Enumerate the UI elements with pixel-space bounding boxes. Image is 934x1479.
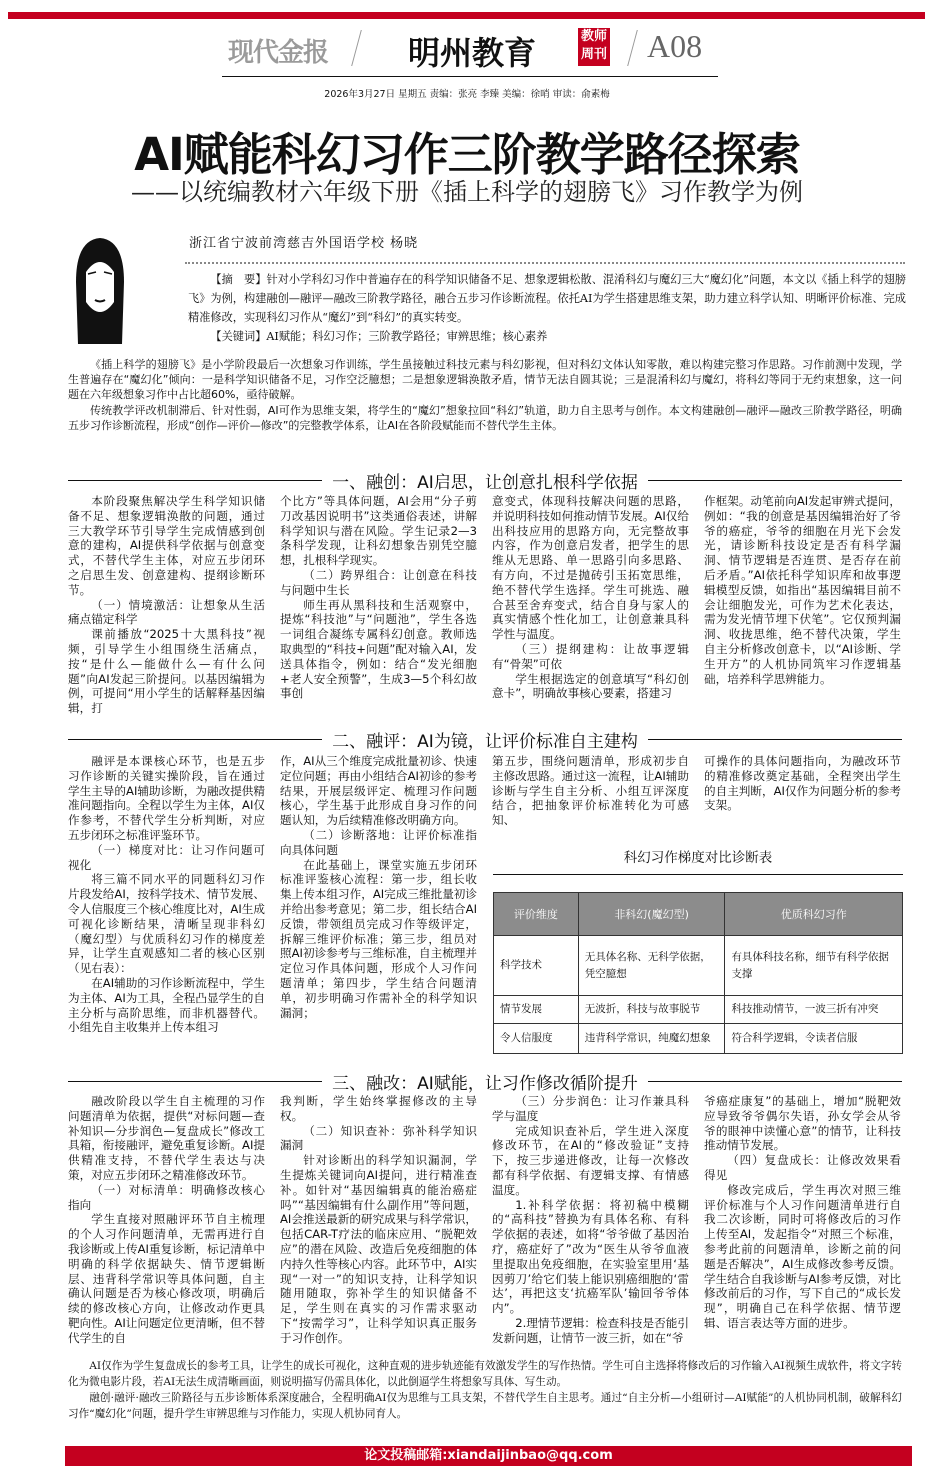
- section-heading: [68, 727, 902, 751]
- table-cell: 令人信服度: [494, 1024, 579, 1054]
- heading-rule: [648, 1081, 902, 1082]
- section-heading-text: 一、融创：AI启思，让创意扎根科学依据: [332, 472, 638, 493]
- table-cell: 符合科学逻辑，令读者信服: [725, 1024, 903, 1054]
- paragraph: 作框架。动笔前向AI发起审辨式提问，例如：“我的创意是基因编辑治好了爷爷的癌症，爷爷的细胞在月光下会发光，请诊断科技设定是否有科学漏洞、情节逻辑是否连贯、是否存在前后矛盾。”AI依托科学知识库和故事逻辑模型反馈，如指出“基因编辑目前不会让细胞发光，可作为艺术化表达，需为发光情节埋下伏笔”。它仅预判漏洞、收拢思维，绝不替代决策，学生自主分析修改创意卡，以“AI诊断、学生开方”的人机协同筑牢习作逻辑基础，培养科学思辨能力。: [704, 494, 901, 686]
- paragraph: 在此基础上，课堂实施五步闭环标准评鉴核心流程：第一步，组长收集上传本组习作，AI完成三维批量初诊并给出参考意见；第二步，组长结合AI反馈，带领组员完成习作等级评定，拆解三维评价标准；第三步，组员对照AI初诊参考与三维标准，自主梳理并定位习作具体问题，形成个人习作问题清单；第四步，学生结合问题清单，初步明确习作需补全的科学知识漏洞；: [280, 857, 477, 1020]
- subheading: （二）知识查补：弥补科学知识漏洞: [280, 1123, 477, 1153]
- paragraph: 意变式，体现科技解决问题的思路，并说明科技如何推动情节发展。AI仅给出科技应用的思路方向，无完整故事内容，作为创意启发者，把学生的思维从无思路、单一思路引向多思路、有方向，不过是抛砖引玉拓宽思维，绝不替代学生选择。学生可挑选、融合甚至舍弃变式，结合自身与家人的真实情感个性化加工，让创意兼具科学性与温度。: [492, 494, 689, 642]
- paragraph: 学生直接对照融评环节自主梳理的个人习作问题清单，无需再进行自我诊断或上传AI重复诊断，标记清单中明确的科学依据缺失、情节逻辑断层、违背科学常识等具体问题，自主确认问题是否为核心修改项，明确后续的修改核心方向，让修改动作更具靶向性。AI让问题定位更清晰，但不替代学生的自: [68, 1212, 265, 1345]
- abstract-text: 【摘 要】针对小学科幻习作中普遍存在的科学知识储备不足、想象逻辑松散、混淆科幻与魔幻三大“魔幻化”问题，本文以《插上科学的翅膀飞》为例，构建融创—融评—融改三阶教学路径，融合五步习作诊断流程。依托AI为学生搭建思维支架，助力建立科学认知、明晰评价标准、完成精准修改，实现科幻习作从“魔幻”到“科幻”的真实转变。: [188, 273, 906, 324]
- paragraph: 修改完成后，学生再次对照三维评价标准与个人习作问题清单进行自我二次诊断，同时可将修改后的习作上传至AI，发起指令“对照三个标准，参考此前的问题清单，诊断之前的问题是否解决”，AI生成修改参考反馈。学生结合自我诊断与AI参考反馈，对比修改前后的习作，写下自己的“成长发现”，明确自己在科学依据、情节逻辑、语言表达等方面的进步。: [704, 1182, 901, 1330]
- text-column: [68, 754, 265, 1035]
- table-row: [494, 936, 903, 996]
- section-heading-text: 二、融评：AI为镜，让评价标准自主建构: [332, 731, 638, 752]
- table-header-cell: 优质科幻习作: [725, 893, 903, 936]
- text-column: [68, 494, 265, 716]
- diagnosis-table-block: [493, 846, 903, 1054]
- keywords: 【关键词】AI赋能；科幻习作；三阶教学路径；审辨思维；核心素养: [210, 330, 548, 343]
- table-header-cell: 非科幻(魔幻型): [578, 893, 725, 936]
- subheading: （二）跨界组合：让创意在科技与问题中生长: [280, 567, 477, 597]
- masthead-rule: [222, 76, 718, 77]
- paragraph: 2.理情节逻辑：检查科技是否能引发新问题，让情节一波三折，如在“爷: [492, 1315, 689, 1345]
- paragraph: 我判断，学生始终掌握修改的主导权。: [280, 1094, 477, 1123]
- paragraph: 第五步，围绕问题清单，形成初步自主修改思路。通过这一流程，让AI辅助诊断与学生自主分析、小组互评深度结合，把抽象评价标准转化为可感知、: [492, 754, 689, 828]
- dateline: 2026年3月27日 星期五 责编：张亮 李臻 美编：徐哨 审读：俞素梅: [324, 89, 610, 100]
- weekly-badge: [578, 28, 610, 66]
- table-cell: 违背科学常识，纯魔幻想象: [578, 1024, 725, 1054]
- paragraph: 课前播放“2025十大黑科技”视频，引导学生小组围绕生活痛点，按“是什么—能做什么—有什么问题”向AI发起三阶提问。以基因编辑为例，可提问“用小学生的话解释基因编辑，打: [68, 627, 265, 716]
- top-red-bar: [8, 12, 925, 19]
- text-column: [280, 494, 477, 716]
- text-column: [280, 1094, 477, 1346]
- conclusion-paragraph: 融创·融评·融改三阶路径与五步诊断体系深度融合，全程明确AI仅为思维与工具支架，不替代学生自主思考。通过“自主分析—小组研讨—AI赋能”的人机协同机制，破解科幻习作“魔幻化”问题，提升学生审辨思维与习作能力，实现人机协同育人。: [68, 1392, 902, 1420]
- table-cell: 无具体名称、无科学依据，凭空臆想: [578, 936, 725, 996]
- paragraph: 1.补科学依据：将初稿中模糊的“高科技”替换为有具体名称、有科学依据的表述，如将“爷爷做了基因治疗，癌症好了”改为“医生从爷爷血液里提取出免疫细胞，在实验室里用‘基因剪刀’给它们装上能识别癌细胞的‘雷达’，再把这支‘抗癌军队’输回爷爷体内”。: [492, 1197, 689, 1316]
- table-cell: 科学技术: [494, 936, 579, 996]
- badge-line: 教师: [580, 29, 607, 44]
- subheading: （二）诊断落地：让评价标准指向具体问题: [280, 827, 477, 857]
- divider: [351, 30, 362, 66]
- heading-rule: [68, 1081, 322, 1082]
- article-subtitle: ——以统编教材六年级下册《插上科学的翅膀飞》习作教学为例: [131, 178, 803, 206]
- subheading: （三）分步润色：让习作兼具科学与温度: [492, 1094, 689, 1123]
- text-column: [704, 1094, 901, 1346]
- section-columns: [68, 1094, 902, 1346]
- conclusion: [68, 1358, 902, 1422]
- section-heading-text: 三、融改：AI赋能，让习作修改循阶提升: [332, 1073, 638, 1094]
- paragraph: 师生再从黑科技和生活观察中，提炼“科技池”与“问题池”，学生各选一词组合凝练专属科幻创意。教师选取典型的“科技+问题”配对输入AI，发送具体指令，例如：结合“发光细胞+老人安全预警”，生成3—5个科幻故事创: [280, 597, 477, 701]
- table-cell: 有具体科技名称，细节有科学依据支撑: [725, 936, 903, 996]
- paragraph: 融评是本课核心环节，也是五步习作诊断的关键实操阶段，旨在通过学生主导的AI辅助诊断，为融改提供精准问题指向。全程以学生为主体，AI仅作参考，不替代学生分析判断，对应五步闭环之标准评鉴环节。: [68, 754, 265, 842]
- paragraph: 个比方”等具体问题，AI会用“分子剪刀改基因说明书”这类通俗表述，讲解科学知识与潜在风险。学生记录2—3条科学发现，让科幻想象告别凭空臆想，扎根科学现实。: [280, 494, 477, 568]
- table-row: [494, 1024, 903, 1054]
- submission-email-banner: 论文投稿邮箱:xiandaijinbao@qq.com: [65, 1446, 912, 1466]
- heading-rule: [68, 739, 322, 740]
- section-heading: [68, 1069, 902, 1093]
- badge-line: 周刊: [580, 47, 607, 62]
- heading-rule: [648, 480, 902, 481]
- dotted-divider: [185, 262, 905, 264]
- paragraph: 完成知识查补后，学生进入深度修改环节，在AI的“修改验证”支持下，按三步递进修改，让每一次修改都有科学依据、有逻辑支撑、有情感温度。: [492, 1123, 689, 1197]
- heading-rule: [648, 739, 902, 740]
- table-cell: 科技推动情节，一波三折有冲突: [725, 996, 903, 1024]
- paragraph: 针对诊断出的科学知识漏洞，学生提炼关键词向AI提问，进行精准查补。如针对“基因编辑真的能治癌症吗”“基因编辑有什么副作用”等问题，AI会推送最新的研究成果与科学常识，包括CAR-T疗法的临床应用、“脱靶效应”的潜在风险、改造后免疫细胞的体内持久性等核心内容。此环节中，AI实现“一对一”的知识支持，让科学知识随用随取，弥补学生的知识储备不足，学生则在真实的习作需求驱动下“按需学习”，让科学知识真正服务于习作创作。: [280, 1153, 477, 1345]
- section-columns: [68, 494, 902, 716]
- text-column: [492, 494, 689, 716]
- page-number: A08: [647, 28, 703, 64]
- subheading: （一）对标清单：明确修改核心指向: [68, 1182, 265, 1212]
- paragraph: 爷癌症康复”的基础上，增加“脱靶效应导致爷爷偶尔失语，孙女学会从爷爷的眼神中读懂心意”的情节，让科技推动情节发展。: [704, 1094, 901, 1153]
- paragraph: 学生根据选定的创意填写“科幻创意卡”，明确故事核心要素，搭建习: [492, 671, 689, 701]
- abstract: [188, 270, 906, 346]
- table-header-row: [494, 893, 903, 936]
- table-title: 科幻习作梯度对比诊断表: [493, 846, 903, 875]
- masthead: [0, 26, 934, 72]
- paragraph: 本阶段聚焦解决学生科学知识储备不足、想象逻辑涣散的问题，通过三大教学环节引导学生完成情感到创意的建构，AI提供科学依据与创意变式，不替代学生主体，对应五步闭环之启思生发、创意建构、提纲诊断环节。: [68, 494, 265, 597]
- text-column: [492, 1094, 689, 1346]
- subheading: （一）梯度对比：让习作问题可视化: [68, 842, 265, 872]
- paragraph: 在AI辅助的习作诊断流程中，学生为主体、AI为工具，全程凸显学生的自主分析与高阶思维，而非机器替代。小组先自主收集并上传本组习: [68, 975, 265, 1035]
- introduction: [68, 357, 902, 433]
- author-byline: 浙江省宁波前湾慈吉外国语学校 杨晓: [189, 236, 419, 251]
- author-photo: [72, 232, 128, 344]
- heading-rule: [68, 480, 322, 481]
- table-cell: 无波折，科技与故事脱节: [578, 996, 725, 1024]
- section-name: 明州教育: [408, 34, 537, 72]
- text-column: [68, 1094, 265, 1346]
- subheading: （四）复盘成长：让修改效果看得见: [704, 1153, 901, 1182]
- paper-name: 现代金报: [228, 38, 329, 68]
- divider: [627, 30, 638, 66]
- subheading: （三）提纲建构：让故事逻辑有“骨架”可依: [492, 641, 689, 671]
- text-column: [704, 494, 901, 716]
- table-header-cell: 评价维度: [494, 893, 579, 936]
- conclusion-paragraph: AI仅作为学生复盘成长的参考工具，让学生的成长可视化，这种直观的进步轨迹能有效激发学生的写作热情。学生可自主选择将修改后的习作输入AI视频生成软件，将文字转化为微电影片段，若AI无法生成清晰画面，则说明描写仍需具体化，以此倒逼学生将想象写具体、写生动。: [68, 1360, 902, 1388]
- table-row: [494, 996, 903, 1024]
- paragraph: 融改阶段以学生自主梳理的习作问题清单为依据，提供“对标问题—查补知识—分步润色—复盘成长”修改工具箱，衔接融评，避免重复诊断。AI提供精准支持，不替代学生表达与决策，对应五步闭环之精准修改环节。: [68, 1094, 265, 1182]
- subheading: （一）情境激活：让想象从生活痛点锚定科学: [68, 597, 265, 627]
- paragraph: 作，AI从三个维度完成批量初诊、快速定位问题；再由小组结合AI初诊的参考结果，开展层级评定、梳理习作问题核心，学生基于此形成自身习作的问题认知，为后续精准修改明确方向。: [280, 754, 477, 828]
- article-title: AI赋能科幻习作三阶教学路径探索: [134, 128, 800, 181]
- text-column: [280, 754, 477, 1035]
- table-cell: 情节发展: [494, 996, 579, 1024]
- section-heading: [68, 468, 902, 492]
- diagnosis-table: [493, 892, 903, 1054]
- intro-paragraph: 《插上科学的翅膀飞》是小学阶段最后一次想象习作训练，学生虽接触过科技元素与科幻影视，但对科幻文体认知零散，难以构建完整习作思路。习作前测中发现，学生普遍存在“魔幻化”倾向：一是科学知识储备不足，习作空泛臆想；二是想象逻辑涣散矛盾，情节无法自圆其说；三是混淆科幻与魔幻，将科幻等同于无约束想象，这一问题在六年级想象习作中占比超60%，亟待破解。: [68, 358, 902, 402]
- paragraph: 可操作的具体问题指向，为融改环节的精准修改奠定基础，全程突出学生的自主判断，AI仅作为问题分析的参考支架。: [704, 754, 901, 813]
- paragraph: 将三篇不同水平的同题科幻习作片段发给AI，按科学技术、情节发展、令人信服度三个核心维度比对，AI生成可视化诊断结果，清晰呈现非科幻（魔幻型）与优质科幻习作的梯度差异，让学生直观感知二者的核心区别（见右表）：: [68, 872, 265, 976]
- intro-paragraph: 传统教学评改机制滞后、针对性弱，AI可作为思维支架，将学生的“魔幻”想象拉回“科幻”轨道，助力自主思考与创作。本文构建融创—融评—融改三阶教学路径，明确五步习作诊断流程，形成“创作—评价—修改”的完整教学体系，让AI在各阶段赋能而不替代学生主体。: [68, 403, 902, 432]
